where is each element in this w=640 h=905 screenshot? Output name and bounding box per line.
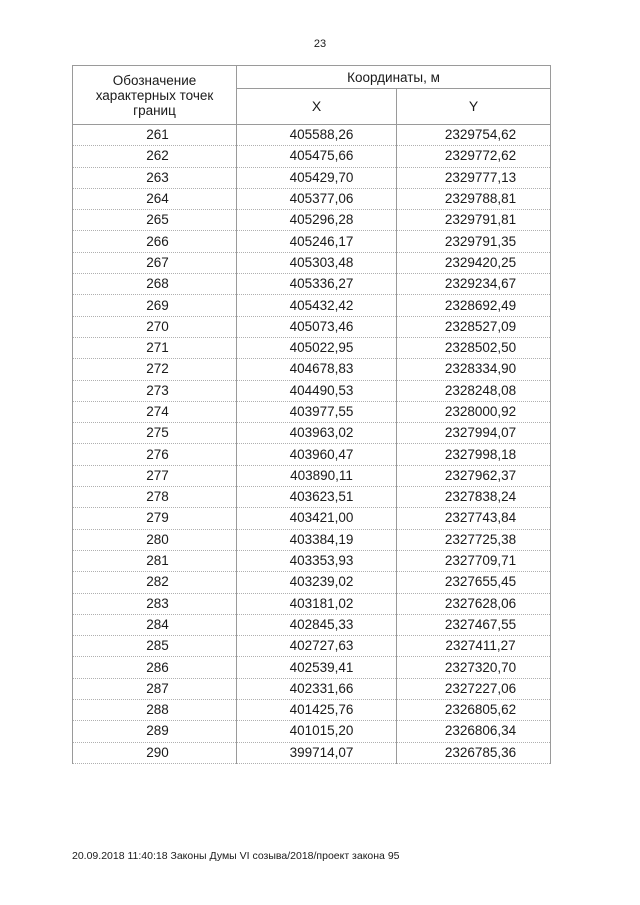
x-coordinate-cell: 405303,48 xyxy=(237,252,397,273)
point-cell: 264 xyxy=(73,188,237,209)
table-row xyxy=(73,380,551,401)
x-coordinate-cell: 404490,53 xyxy=(237,380,397,401)
y-coordinate-cell: 2329791,81 xyxy=(397,210,551,231)
y-coordinate-cell: 2328334,90 xyxy=(397,359,551,380)
x-coordinate-cell: 403977,55 xyxy=(237,401,397,422)
point-cell: 267 xyxy=(73,252,237,273)
point-cell: 282 xyxy=(73,572,237,593)
table-row xyxy=(73,337,551,358)
point-cell: 263 xyxy=(73,167,237,188)
x-coordinate-cell: 403181,02 xyxy=(237,593,397,614)
table-row xyxy=(73,444,551,465)
table-row xyxy=(73,423,551,444)
x-coordinate-cell: 402845,33 xyxy=(237,614,397,635)
y-coordinate-cell: 2329791,35 xyxy=(397,231,551,252)
y-coordinate-cell: 2329754,62 xyxy=(397,125,551,146)
table-row xyxy=(73,231,551,252)
table-row xyxy=(73,401,551,422)
x-coordinate-cell: 403353,93 xyxy=(237,550,397,571)
x-coordinate-cell: 401015,20 xyxy=(237,721,397,742)
point-cell: 285 xyxy=(73,636,237,657)
y-coordinate-cell: 2329788,81 xyxy=(397,188,551,209)
y-coordinate-cell: 2327743,84 xyxy=(397,508,551,529)
y-coordinate-cell: 2328692,49 xyxy=(397,295,551,316)
point-cell: 280 xyxy=(73,529,237,550)
table-row xyxy=(73,529,551,550)
y-coordinate-cell: 2328527,09 xyxy=(397,316,551,337)
x-coordinate-cell: 402539,41 xyxy=(237,657,397,678)
x-coordinate-cell: 405246,17 xyxy=(237,231,397,252)
table-row xyxy=(73,125,551,146)
point-cell: 268 xyxy=(73,274,237,295)
x-coordinate-cell: 403384,19 xyxy=(237,529,397,550)
x-coordinate-cell: 403963,02 xyxy=(237,423,397,444)
x-coordinate-cell: 401425,76 xyxy=(237,700,397,721)
point-cell: 265 xyxy=(73,210,237,231)
y-coordinate-cell: 2327709,71 xyxy=(397,550,551,571)
table-row xyxy=(73,210,551,231)
point-cell: 278 xyxy=(73,487,237,508)
y-coordinate-cell: 2328502,50 xyxy=(397,337,551,358)
table-row xyxy=(73,167,551,188)
table-row xyxy=(73,508,551,529)
x-coordinate-cell: 399714,07 xyxy=(237,742,397,763)
y-coordinate-cell: 2327725,38 xyxy=(397,529,551,550)
point-column-header: Обозначение характерных точек границ xyxy=(73,66,237,125)
coordinates-group-header: Координаты, м xyxy=(237,66,551,89)
point-cell: 274 xyxy=(73,401,237,422)
point-cell: 275 xyxy=(73,423,237,444)
table-row xyxy=(73,700,551,721)
table-row xyxy=(73,295,551,316)
table-row xyxy=(73,146,551,167)
point-cell: 289 xyxy=(73,721,237,742)
x-coordinate-cell: 405336,27 xyxy=(237,274,397,295)
table-row xyxy=(73,742,551,763)
point-cell: 284 xyxy=(73,614,237,635)
table-row xyxy=(73,487,551,508)
table-row xyxy=(73,359,551,380)
x-coordinate-cell: 405588,26 xyxy=(237,125,397,146)
page-number: 23 xyxy=(313,38,327,50)
y-coordinate-cell: 2328248,08 xyxy=(397,380,551,401)
x-coordinate-cell: 402727,63 xyxy=(237,636,397,657)
y-coordinate-cell: 2328000,92 xyxy=(397,401,551,422)
y-coordinate-cell: 2327998,18 xyxy=(397,444,551,465)
coordinates-table xyxy=(72,65,551,764)
x-coordinate-cell: 405296,28 xyxy=(237,210,397,231)
point-cell: 287 xyxy=(73,678,237,699)
point-cell: 262 xyxy=(73,146,237,167)
point-cell: 288 xyxy=(73,700,237,721)
y-coordinate-cell: 2326805,62 xyxy=(397,700,551,721)
point-cell: 283 xyxy=(73,593,237,614)
y-coordinate-cell: 2327467,55 xyxy=(397,614,551,635)
point-cell: 272 xyxy=(73,359,237,380)
x-coordinate-cell: 404678,83 xyxy=(237,359,397,380)
point-cell: 286 xyxy=(73,657,237,678)
x-column-header: X xyxy=(237,89,397,125)
point-cell: 290 xyxy=(73,742,237,763)
table-row xyxy=(73,274,551,295)
table-row xyxy=(73,465,551,486)
x-coordinate-cell: 405475,66 xyxy=(237,146,397,167)
point-cell: 277 xyxy=(73,465,237,486)
x-coordinate-cell: 403890,11 xyxy=(237,465,397,486)
x-coordinate-cell: 405377,06 xyxy=(237,188,397,209)
point-cell: 266 xyxy=(73,231,237,252)
x-coordinate-cell: 405429,70 xyxy=(237,167,397,188)
x-coordinate-cell: 403960,47 xyxy=(237,444,397,465)
table-row xyxy=(73,572,551,593)
point-cell: 273 xyxy=(73,380,237,401)
y-coordinate-cell: 2329234,67 xyxy=(397,274,551,295)
y-coordinate-cell: 2326806,34 xyxy=(397,721,551,742)
y-coordinate-cell: 2326785,36 xyxy=(397,742,551,763)
x-coordinate-cell: 405432,42 xyxy=(237,295,397,316)
y-coordinate-cell: 2327628,06 xyxy=(397,593,551,614)
table-row xyxy=(73,678,551,699)
y-coordinate-cell: 2329772,62 xyxy=(397,146,551,167)
table-row xyxy=(73,316,551,337)
y-coordinate-cell: 2329420,25 xyxy=(397,252,551,273)
table-row xyxy=(73,721,551,742)
x-coordinate-cell: 403421,00 xyxy=(237,508,397,529)
point-cell: 279 xyxy=(73,508,237,529)
x-coordinate-cell: 405073,46 xyxy=(237,316,397,337)
table-row xyxy=(73,636,551,657)
x-coordinate-cell: 402331,66 xyxy=(237,678,397,699)
table-row xyxy=(73,657,551,678)
y-column-header: Y xyxy=(397,89,551,125)
table-row xyxy=(73,550,551,571)
point-cell: 270 xyxy=(73,316,237,337)
y-coordinate-cell: 2327227,06 xyxy=(397,678,551,699)
x-coordinate-cell: 403623,51 xyxy=(237,487,397,508)
y-coordinate-cell: 2327655,45 xyxy=(397,572,551,593)
table-body xyxy=(73,125,551,764)
point-cell: 276 xyxy=(73,444,237,465)
y-coordinate-cell: 2327411,27 xyxy=(397,636,551,657)
point-cell: 269 xyxy=(73,295,237,316)
y-coordinate-cell: 2327962,37 xyxy=(397,465,551,486)
point-cell: 281 xyxy=(73,550,237,571)
y-coordinate-cell: 2327320,70 xyxy=(397,657,551,678)
x-coordinate-cell: 403239,02 xyxy=(237,572,397,593)
point-cell: 261 xyxy=(73,125,237,146)
y-coordinate-cell: 2327994,07 xyxy=(397,423,551,444)
y-coordinate-cell: 2329777,13 xyxy=(397,167,551,188)
table-row xyxy=(73,252,551,273)
table-row xyxy=(73,593,551,614)
table-row xyxy=(73,614,551,635)
footer-stamp: 20.09.2018 11:40:18 Законы Думы VI созыва/2018/проект закона 95 xyxy=(72,850,400,862)
table-row xyxy=(73,188,551,209)
y-coordinate-cell: 2327838,24 xyxy=(397,487,551,508)
x-coordinate-cell: 405022,95 xyxy=(237,337,397,358)
point-cell: 271 xyxy=(73,337,237,358)
